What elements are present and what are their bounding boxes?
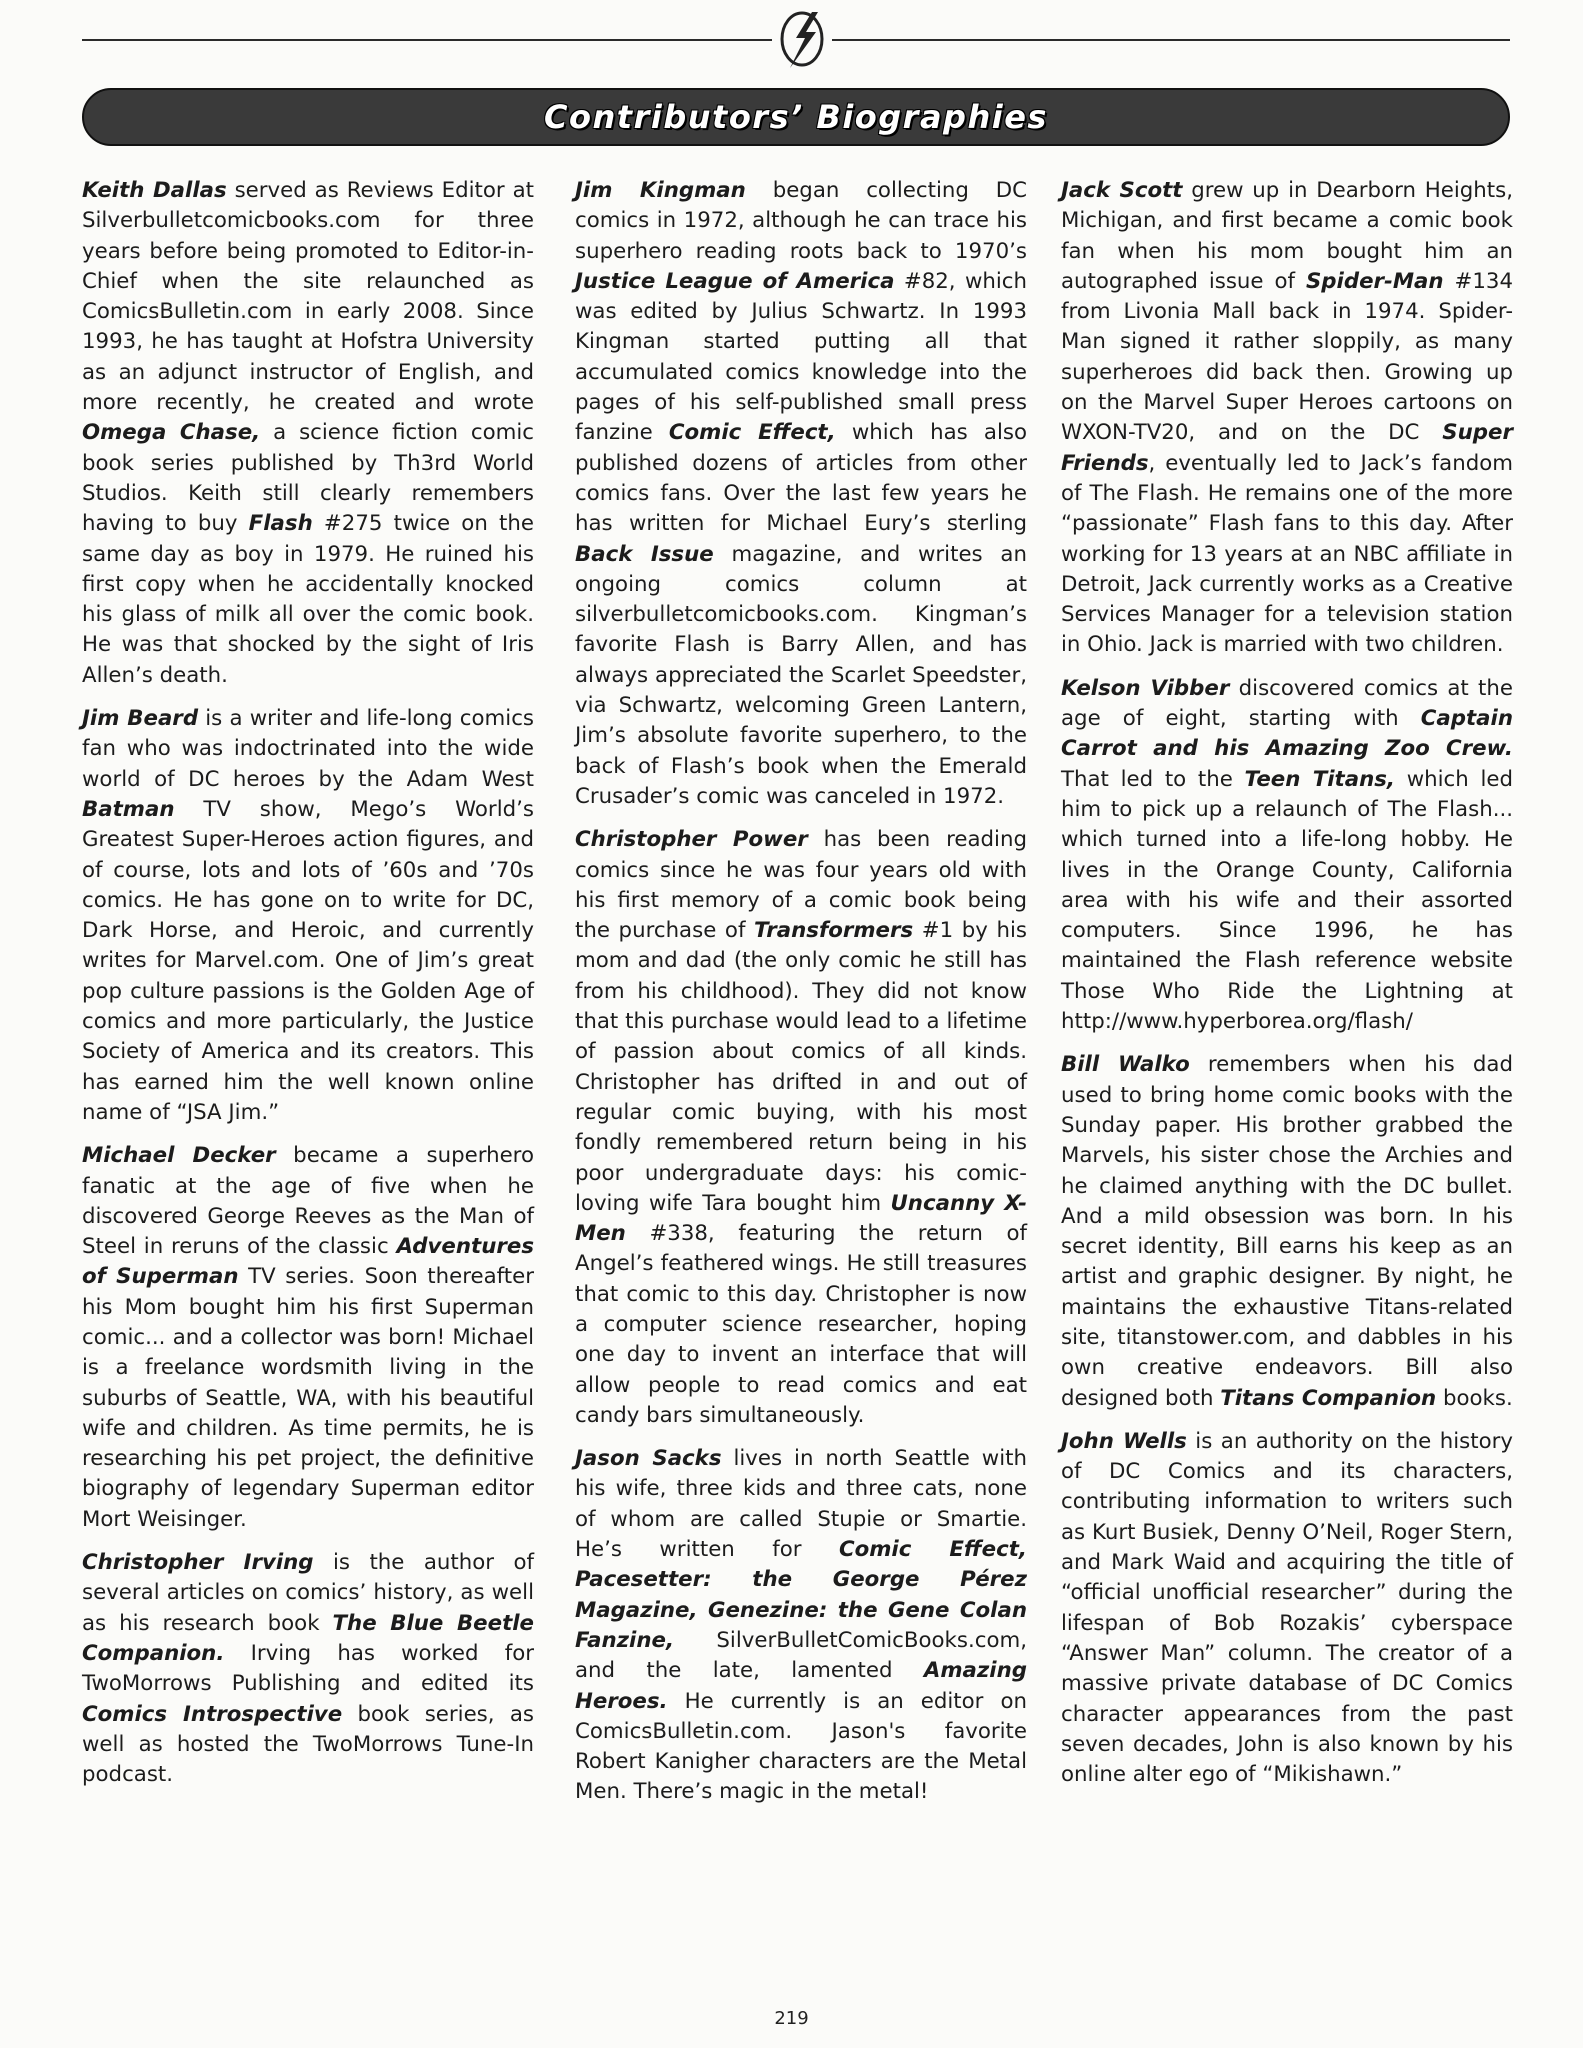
bio-bill-walko: Bill Walko remembers when his dad used to bring home comic books with the Sunday paper. His brother grabbed the Marvels, his sister chose the Archies and he claimed anything with the DC bullet. And a mild obsession was born. In his secret identity, Bill earns his keep as an artist and graphic designer. By night, he maintains the exhaustive Titans-related site, titanstower.com, and dabbles in his own creative endeavors. Bill also designed both Titans Companion books. [1061, 1052, 1513, 1411]
comic-title: Teen Titans, [1244, 766, 1396, 792]
bio-name: Christopher Irving [82, 1550, 314, 1576]
comic-title: Comic Effect, [668, 420, 836, 446]
header-rule-right [832, 39, 1510, 41]
comic-title: Transformers [754, 918, 914, 944]
comic-title: The Blue Beetle Companion. [82, 1610, 534, 1666]
bio-michael-decker: Michael Decker became a superhero fanatic at the age of five when he discovered George Reeves as the Man of Steel in reruns of the classic Adventures of Superman TV series. Soon thereafter his Mom bought him his first Superman comic... and a collector was born! Michael is a freelance wordsmith living in the suburbs of Seattle, WA, with his beautiful wife and children. As time permits, he is researching his pet project, the definitive biography of legendary Superman editor Mort Weisinger. [82, 1143, 535, 1532]
comic-title: Justice League of America [575, 268, 895, 294]
bio-kelson-vibber: Kelson Vibber discovered comics at the age of eight, starting with Captain Carrot and his Amazing Zoo Crew. That led to the Teen Titans, which led him to pick up a relaunch of The Flash... which turned into a life-long hobby. He lives in the Orange County, California area with his wife and their assorted computers. Since 1996, he has maintained the Flash reference website Those Who Ride the Lightning at http://www.hyperborea.org/flash/ [1061, 675, 1513, 1035]
comic-title: Batman [82, 796, 175, 822]
comic-title: Comic Effect, Pacesetter: the George Pérez Magazine, Genezine: the Gene Colan Fanzine, [575, 1537, 1027, 1653]
bio-name: Jack Scott [1061, 178, 1183, 203]
bio-column-1 [82, 176, 534, 1803]
bio-jack-scott: Jack Scott grew up in Dearborn Heights, Michigan, and first became a comic book fan when his mom bought him an autographed issue of Spider-Man #134 from Livonia Mall back in 1974. Spider-Man signed it rather sloppily, as many superheroes did back then. Growing up on the Marvel Super Heroes cartoons on WXON-TV20, and on the DC Super Friends, eventually led to Jack’s fandom of The Flash. He remains one of the more “passionate” Flash fans to this day. After working for 13 years at an NBC affiliate in Detroit, Jack currently works as a Creative Services Manager for a television station in Ohio. Jack is married with two children. [1061, 178, 1514, 658]
comic-title: Super Friends [1061, 420, 1513, 476]
bio-name: Jason Sacks [575, 1446, 722, 1472]
bio-name: Jim Kingman [575, 178, 746, 203]
bio-name: Kelson Vibber [1061, 675, 1230, 701]
page-number: 219 [774, 2008, 809, 2029]
comic-title: Amazing Heroes. [575, 1658, 1027, 1714]
section-title: Contributors’ Biographies [544, 98, 1048, 136]
comic-title: Uncanny X-Men [575, 1190, 1027, 1247]
bio-john-wells: John Wells is an authority on the history of DC Comics and its characters, contributing information to writers such as Kurt Busiek, Denny O’Neil, Roger Stern, and Mark Waid and acquiring the title of “official unofficial researcher” during the lifespan of Bob Rozakis’ cyberspace “Answer Man” column. The creator of a massive private database of DC Comics character appearances from the past seven decades, John is also known by his online alter ego of “Mikishawn.” [1061, 1428, 1513, 1788]
bio-jason-sacks: Jason Sacks lives in north Seattle with his wife, three kids and three cats, none of whom are called Stupie or Smartie. He’s written for Comic Effect, Pacesetter: the George Pérez Magazine, Genezine: the Gene Colan Fanzine, SilverBulletComicBooks.com, and the late, lamented Amazing Heroes. He currently is an editor on ComicsBulletin.com. Jason's favorite Robert Kanigher characters are the Metal Men. There’s magic in the metal! [575, 1446, 1027, 1805]
bio-name: Michael Decker [82, 1143, 276, 1169]
comic-title: Back Issue [575, 541, 714, 567]
bio-name: John Wells [1061, 1428, 1187, 1454]
lightning-bolt-emblem-icon [772, 6, 832, 72]
bio-christopher-irving: Christopher Irving is the author of several articles on comics’ history, as well as his research book The Blue Beetle Companion. Irving has worked for TwoMorrows Publishing and edited its Comics Introspective book series, as well as hosted the TwoMorrows Tune-In podcast. [82, 1550, 534, 1788]
comic-title: Comics Introspective [82, 1701, 343, 1727]
comic-title: Captain Carrot and his Amazing Zoo Crew. [1061, 706, 1513, 762]
section-title-banner [82, 88, 1510, 146]
header-rule-left [82, 39, 772, 41]
comic-title: Titans Companion [1220, 1385, 1437, 1411]
comic-title: Omega Chase, [82, 420, 261, 446]
bio-jim-beard: Jim Beard is a writer and life-long comics fan who was indoctrinated into the wide world of DC heroes by the Adam West Batman TV show, Mego’s World’s Greatest Super-Heroes action figures, and of course, lots and lots of ’60s and ’70s comics. He has gone on to write for DC, Dark Horse, and Heroic, and currently writes for Marvel.com. One of Jim’s great pop culture passions is the Golden Age of comics and more particularly, the Justice Society of America and its creators. This has earned him the well known online name of “JSA Jim.” [82, 706, 534, 1125]
bio-keith-dallas: Keith Dallas served as Reviews Editor at Silverbulletcomicbooks.com for three years before being promoted to Editor-in-Chief when the site relaunched as ComicsBulletin.com in early 2008. Since 1993, he has taught at Hofstra University as an adjunct instructor of English, and more recently, he created and wrote Omega Chase, a science fiction comic book series published by Th3rd World Studios. Keith still clearly remembers having to buy Flash #275 twice on the same day as boy in 1979. He ruined his first copy when he accidentally knocked his glass of milk all over the comic book. He was that shocked by the sight of Iris Allen’s death. [82, 178, 534, 688]
bio-column-3 [1061, 176, 1513, 1803]
bio-name: Keith Dallas [82, 178, 227, 203]
bio-jim-kingman: Jim Kingman began collecting DC comics in 1972, although he can trace his superhero reading roots back to 1970’s Justice League of America #82, which was edited by Julius Schwartz. In 1993 Kingman started putting all that accumulated comics knowledge into the pages of his self-published small press fanzine Comic Effect, which has also published dozens of articles from other comics fans. Over the last few years he has written for Michael Eury’s sterling Back Issue magazine, and writes an ongoing comics column at silverbulletcomicbooks.com. Kingman’s favorite Flash is Barry Allen, and has always appreciated the Scarlet Speedster, via Schwartz, welcoming Green Lantern, Jim’s absolute favorite superhero, to the back of Flash’s book when the Emerald Crusader’s comic was canceled in 1972. [575, 178, 1028, 809]
bio-column-2 [575, 176, 1027, 1821]
bio-name: Bill Walko [1061, 1052, 1190, 1078]
bio-christopher-power: Christopher Power has been reading comics since he was four years old with his first memory of a comic book being the purchase of Transformers #1 by his mom and dad (the only comic he still has from his childhood). They did not know that this purchase would lead to a lifetime of passion about comics of all kinds. Christopher has drifted in and out of regular comic buying, with his most fondly remembered return being in his poor undergraduate days: his comic-loving wife Tara bought him Uncanny X-Men #338, featuring the return of Angel’s feathered wings. He still treasures that comic to this day. Christopher is now a computer science researcher, hoping one day to invent an interface that will allow people to read comics and eat candy bars simultaneously. [575, 827, 1027, 1428]
bio-name: Christopher Power [575, 827, 808, 853]
comic-title: Adventures of Superman [82, 1234, 534, 1290]
bio-name: Jim Beard [82, 706, 199, 732]
comic-title: Spider-Man [1305, 268, 1444, 294]
comic-title: Flash [248, 511, 313, 537]
